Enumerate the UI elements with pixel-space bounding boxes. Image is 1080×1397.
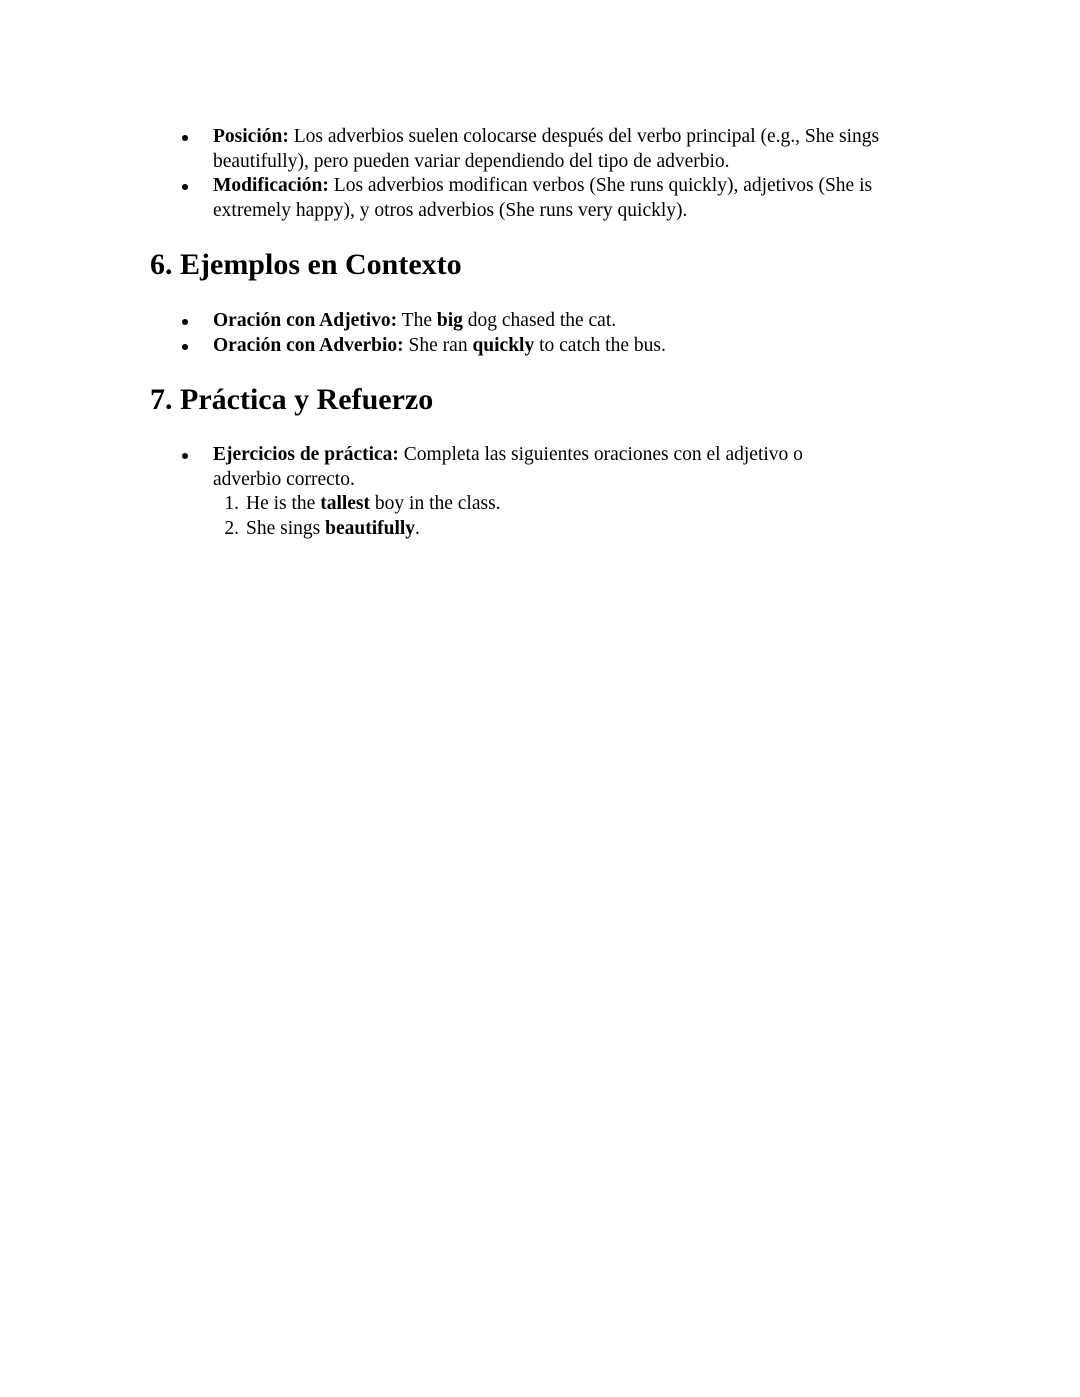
exercise-item (224, 492, 873, 517)
exercise-number: 2. (224, 517, 239, 539)
list-item (213, 125, 943, 174)
bullet-text: She ran (403, 334, 473, 356)
definition-bullet-list (213, 125, 943, 223)
exercise-text: boy in the class. (370, 493, 501, 514)
section-heading-7: 7. Práctica y Refuerzo (150, 383, 434, 416)
list-item (213, 443, 873, 541)
exercise-text: . (415, 517, 420, 539)
highlighted-word: big (436, 310, 463, 331)
bullet-text: to catch the bus. (534, 334, 666, 356)
exercise-number: 1. (224, 493, 239, 514)
bullet-label: Oración con Adjetivo: (213, 310, 398, 331)
highlighted-word: quickly (472, 334, 535, 356)
practice-bullet-list (213, 443, 873, 541)
exercise-text: She sings (246, 517, 326, 539)
highlighted-word: beautifully (325, 517, 416, 539)
bullet-label: Oración con Adverbio: (213, 334, 404, 356)
bullet-label: Ejercicios de práctica: (213, 444, 399, 465)
bullet-label: Modificación: (213, 175, 329, 196)
exercise-item (224, 517, 873, 542)
bullet-label: Posición: (213, 126, 289, 147)
examples-bullet-list (213, 309, 993, 358)
highlighted-word: tallest (320, 493, 371, 514)
exercise-text: He is the (246, 493, 321, 514)
bullet-text: Completa las siguientes oraciones con el adjetivo o adverbio correcto. (213, 444, 803, 490)
list-item (213, 309, 993, 334)
list-item (213, 174, 943, 223)
bullet-text: The (397, 310, 437, 331)
exercise-list (224, 492, 873, 541)
section-heading-6: 6. Ejemplos en Contexto (150, 248, 462, 281)
bullet-text: Los adverbios modifican verbos (She runs quickly), adjetivos (She is extremely happy), y otros adverbios (She runs very quickly). (213, 175, 873, 221)
list-item (213, 334, 993, 359)
bullet-text: dog chased the cat. (462, 310, 617, 331)
bullet-text: Los adverbios suelen colocarse después del verbo principal (e.g., She sings beautifully), pero pueden variar dependiendo del tipo de adverbio. (213, 126, 880, 172)
